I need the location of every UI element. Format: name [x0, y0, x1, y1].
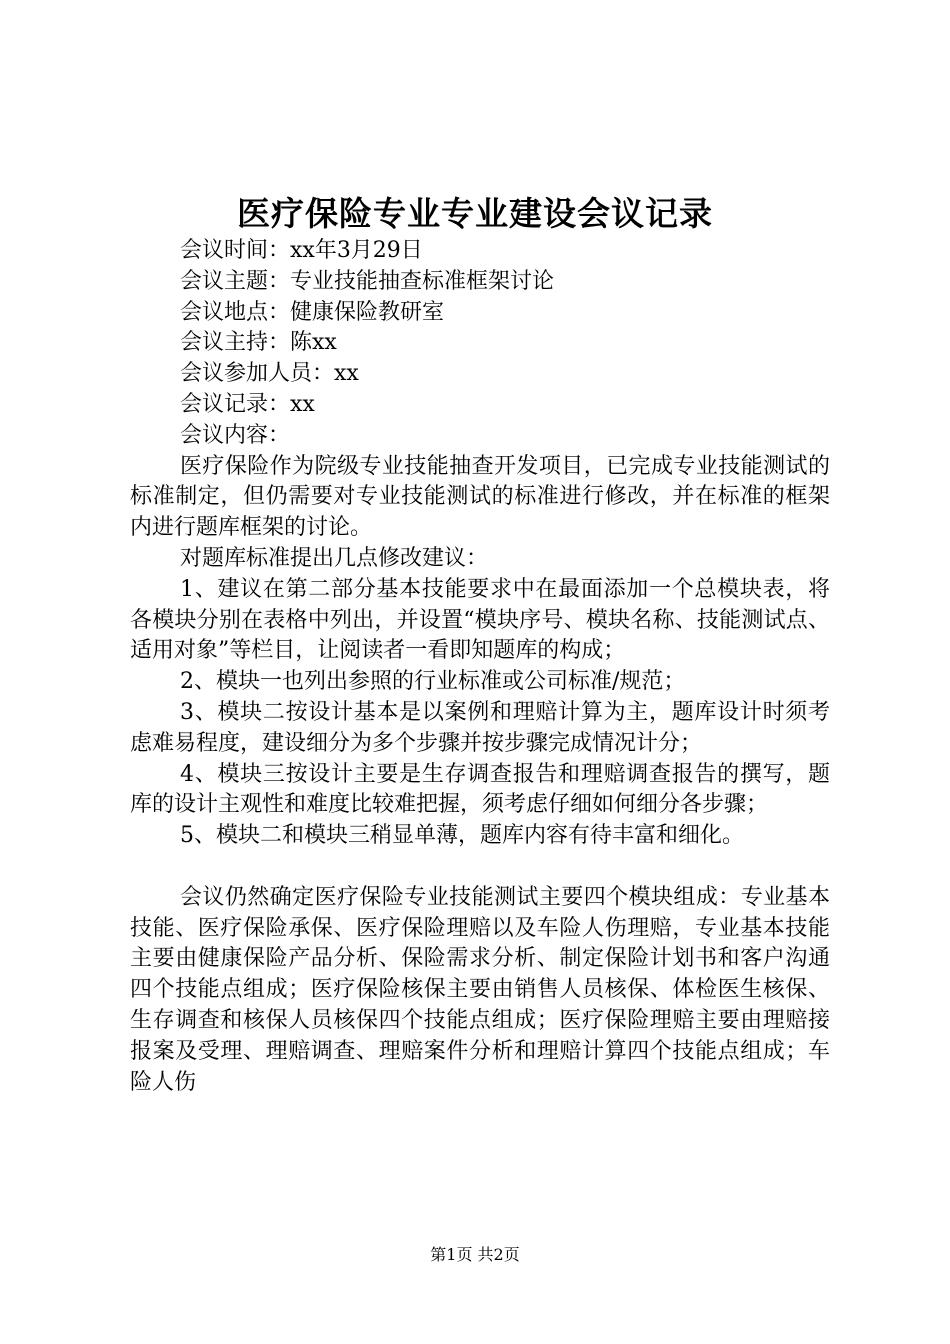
document-title: 医疗保险专业专业建设会议记录: [237, 194, 713, 233]
document-body: [130, 236, 830, 1098]
paragraph-suggestion-4: 4、模块三按设计主要是生存调查报告和理赔调查报告的撰写，题库的设计主观性和难度比较难把握，须考虑仔细如何细分各步骤；: [130, 761, 830, 818]
paragraph-suggestions-heading: 对题库标准提出几点修改建议：: [180, 545, 489, 571]
meta-time: 会议时间：xx年3月29日: [180, 238, 423, 263]
paragraph-suggestion-3: 3、模块二按设计基本是以案例和理赔计算为主，题库设计时须考虑难易程度，建设细分为多个步骤并按步骤完成情况计分；: [130, 699, 830, 756]
paragraph-conclusion: 会议仍然确定医疗保险专业技能测试主要四个模块组成：专业基本技能、医疗保险承保、医疗保险理赔以及车险人伤理赔，专业基本技能主要由健康保险产品分析、保险需求分析、制定保险计划书和客户沟通四个技能点组成；医疗保险核保主要由销售人员核保、体检医生核保、生存调查和核保人员核保四个技能点组成；医疗保险理赔主要由理赔接报案及受理、理赔调查、理赔案件分析和理赔计算四个技能点组成；车险人伤: [130, 884, 830, 1095]
meta-topic: 会议主题：专业技能抽查标准框架讨论: [180, 268, 555, 294]
page-indicator: 第1页 共2页: [430, 1245, 520, 1264]
paragraph-spacer: [130, 852, 830, 883]
paragraph-suggestion-5: 5、模块二和模块三稍显单薄，题库内容有待丰富和细化。: [180, 823, 744, 849]
paragraph-intro: 医疗保险作为院级专业技能抽查开发项目，已完成专业技能测试的标准制定，但仍需要对专业技能测试的标准进行修改，并在标准的框架内进行题库框架的讨论。: [130, 453, 830, 541]
meta-host: 会议主持：陈xx: [180, 330, 337, 356]
meta-attendees: 会议参加人员：xx: [180, 361, 359, 387]
meta-location: 会议地点：健康保险教研室: [180, 299, 445, 325]
paragraph-suggestion-1: 1、建议在第二部分基本技能要求中在最面添加一个总模块表，将各模块分别在表格中列出，并设置“模块序号、模块名称、技能测试点、适用对象”等栏目，让阅读者一看即知题库的构成；: [130, 576, 830, 664]
meta-content-label: 会议内容：: [180, 422, 291, 448]
paragraph-suggestion-2: 2、模块一也列出参照的行业标准或公司标准/规范；: [180, 669, 686, 695]
meta-recorder: 会议记录：xx: [180, 391, 315, 417]
